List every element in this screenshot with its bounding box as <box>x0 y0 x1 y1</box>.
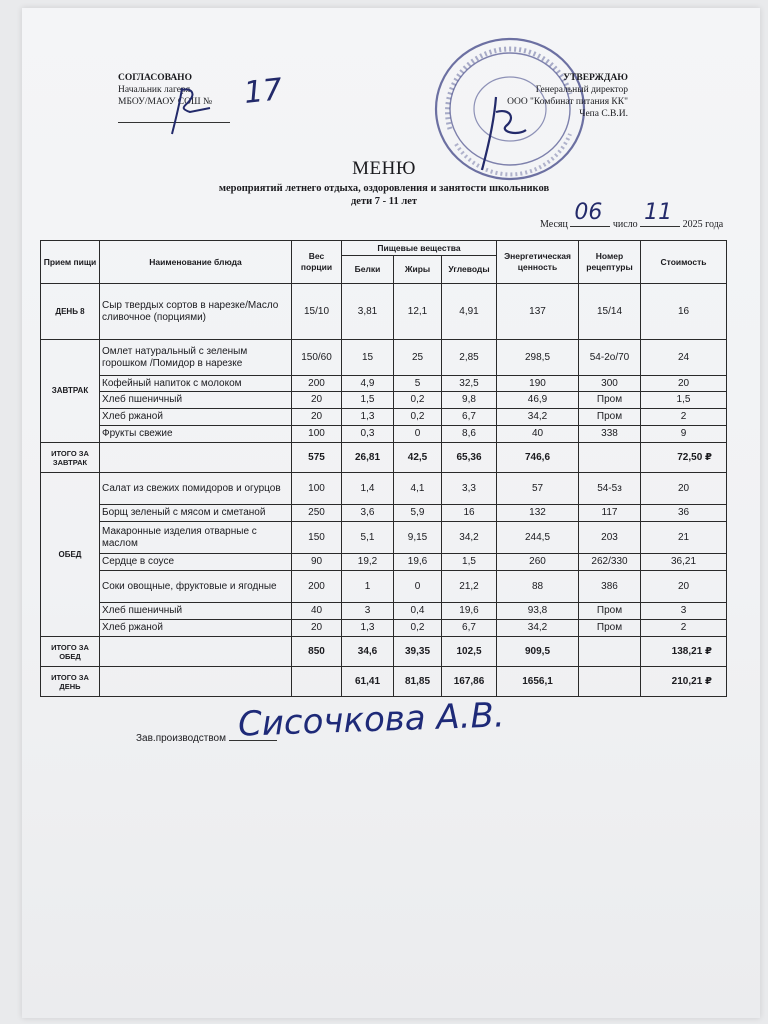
energy-cell: 34,2 <box>497 620 579 637</box>
recipe-cell: Пром <box>579 409 641 426</box>
weight-cell: 200 <box>292 571 342 603</box>
lunch-total-row <box>41 637 727 667</box>
protein-cell: 1,5 <box>342 392 394 409</box>
protein-cell: 0,3 <box>342 426 394 443</box>
energy-cell: 88 <box>497 571 579 603</box>
fat-cell: 0,4 <box>394 603 442 620</box>
fat-cell: 5 <box>394 376 442 392</box>
carbs-cell: 6,7 <box>442 409 497 426</box>
fat-cell: 42,5 <box>394 443 442 473</box>
energy-cell: 1656,1 <box>497 667 579 697</box>
fat-cell: 0 <box>394 571 442 603</box>
header-meal: Прием пищи <box>41 241 100 284</box>
cost-cell: 2 <box>641 620 727 637</box>
approval-right-position: Генеральный директор <box>535 85 628 95</box>
date-line <box>540 200 724 230</box>
day-total-row <box>41 667 727 697</box>
month-field <box>570 200 610 227</box>
header-fat: Жиры <box>394 256 442 284</box>
carbs-cell: 1,5 <box>442 554 497 571</box>
weight-cell: 850 <box>292 637 342 667</box>
weight-cell <box>292 667 342 697</box>
table-row <box>41 426 727 443</box>
protein-cell: 15 <box>342 340 394 376</box>
header-protein: Белки <box>342 256 394 284</box>
total-label: ИТОГО ЗА ДЕНЬ <box>41 667 100 697</box>
carbs-cell: 102,5 <box>442 637 497 667</box>
cost-cell: 20 <box>641 376 727 392</box>
cost-cell: 210,21 ₽ <box>641 667 727 697</box>
subtitle-line-2: дети 7 - 11 лет <box>350 196 418 207</box>
protein-cell: 4,9 <box>342 376 394 392</box>
dish-cell <box>100 667 292 697</box>
recipe-cell: Пром <box>579 392 641 409</box>
fat-cell: 0,2 <box>394 392 442 409</box>
energy-cell: 34,2 <box>497 409 579 426</box>
fat-cell: 39,35 <box>394 637 442 667</box>
energy-cell: 746,6 <box>497 443 579 473</box>
protein-cell: 61,41 <box>342 667 394 697</box>
table-row <box>41 505 727 522</box>
cost-cell: 138,21 ₽ <box>641 637 727 667</box>
dish-cell: Фрукты свежие <box>100 426 292 443</box>
footer-label: Зав.производством <box>136 733 226 744</box>
year-text: 2025 года <box>682 219 724 230</box>
carbs-cell: 21,2 <box>442 571 497 603</box>
recipe-cell <box>579 667 641 697</box>
weight-cell: 575 <box>292 443 342 473</box>
day-label-cell: ДЕНЬ 8 <box>41 284 100 340</box>
cost-cell: 16 <box>641 284 727 340</box>
breakfast-total-row <box>41 443 727 473</box>
fat-cell: 0 <box>394 426 442 443</box>
cost-cell: 20 <box>641 571 727 603</box>
carbs-cell: 32,5 <box>442 376 497 392</box>
approval-right-name: Чепа С.В.И. <box>579 109 628 119</box>
header-cost: Стоимость <box>641 241 727 284</box>
weight-cell: 20 <box>292 392 342 409</box>
dish-cell: Хлеб пшеничный <box>100 603 292 620</box>
total-label: ИТОГО ЗА ЗАВТРАК <box>41 443 100 473</box>
protein-cell: 1 <box>342 571 394 603</box>
dish-cell: Сердце в соусе <box>100 554 292 571</box>
carbs-cell: 8,6 <box>442 426 497 443</box>
weight-cell: 150/60 <box>292 340 342 376</box>
header-weight: Вес порции <box>292 241 342 284</box>
table-row <box>41 284 727 340</box>
energy-cell: 137 <box>497 284 579 340</box>
fat-cell: 4,1 <box>394 473 442 505</box>
protein-cell: 26,81 <box>342 443 394 473</box>
page-title: МЕНЮ <box>352 158 416 179</box>
energy-cell: 909,5 <box>497 637 579 667</box>
cost-cell: 1,5 <box>641 392 727 409</box>
table-row <box>41 376 727 392</box>
header-recipe: Номер рецептуры <box>579 241 641 284</box>
dish-cell <box>100 637 292 667</box>
fat-cell: 5,9 <box>394 505 442 522</box>
carbs-cell: 34,2 <box>442 522 497 554</box>
footer-handwritten-signature: Сисочкова А.В. <box>237 695 506 745</box>
cost-cell: 2 <box>641 409 727 426</box>
energy-cell: 190 <box>497 376 579 392</box>
carbs-cell: 65,36 <box>442 443 497 473</box>
recipe-cell <box>579 443 641 473</box>
cost-cell: 36,21 <box>641 554 727 571</box>
day-field <box>640 200 680 227</box>
dish-cell: Борщ зеленый с мясом и сметаной <box>100 505 292 522</box>
carbs-cell: 4,91 <box>442 284 497 340</box>
cost-cell: 72,50 ₽ <box>641 443 727 473</box>
fat-cell: 0,2 <box>394 620 442 637</box>
total-label: ИТОГО ЗА ОБЕД <box>41 637 100 667</box>
protein-cell: 1,3 <box>342 409 394 426</box>
approval-left-position: Начальник лагеря <box>118 85 191 95</box>
dish-cell: Салат из свежих помидоров и огурцов <box>100 473 292 505</box>
energy-cell: 132 <box>497 505 579 522</box>
recipe-cell: Пром <box>579 620 641 637</box>
month-label: Месяц <box>540 219 568 230</box>
recipe-cell: 262/330 <box>579 554 641 571</box>
energy-cell: 93,8 <box>497 603 579 620</box>
fat-cell: 9,15 <box>394 522 442 554</box>
table-row <box>41 522 727 554</box>
dish-cell: Омлет натуральный с зеленым горошком /Помидор в нарезке <box>100 340 292 376</box>
left-signature-icon <box>160 78 220 138</box>
cost-cell: 20 <box>641 473 727 505</box>
fat-cell: 25 <box>394 340 442 376</box>
energy-cell: 244,5 <box>497 522 579 554</box>
weight-cell: 15/10 <box>292 284 342 340</box>
cost-cell: 36 <box>641 505 727 522</box>
header-nutrients: Пищевые вещества <box>342 241 497 256</box>
weight-cell: 150 <box>292 522 342 554</box>
dish-cell: Сыр твердых сортов в нарезке/Масло сливочное (порциями) <box>100 284 292 340</box>
carbs-cell: 2,85 <box>442 340 497 376</box>
header-dish: Наименование блюда <box>100 241 292 284</box>
weight-cell: 250 <box>292 505 342 522</box>
recipe-cell: 338 <box>579 426 641 443</box>
protein-cell: 3 <box>342 603 394 620</box>
recipe-cell: 54-2о/70 <box>579 340 641 376</box>
cost-cell: 3 <box>641 603 727 620</box>
carbs-cell: 167,86 <box>442 667 497 697</box>
protein-cell: 3,6 <box>342 505 394 522</box>
weight-cell: 100 <box>292 426 342 443</box>
handwritten-school-number: 17 <box>242 72 284 111</box>
dish-cell: Макаронные изделия отварные с маслом <box>100 522 292 554</box>
weight-cell: 20 <box>292 409 342 426</box>
table-row <box>41 392 727 409</box>
weight-cell: 200 <box>292 376 342 392</box>
dish-cell: Кофейный напиток с молоком <box>100 376 292 392</box>
breakfast-label: ЗАВТРАК <box>41 340 100 443</box>
dish-cell <box>100 443 292 473</box>
month-value: 06 <box>574 200 603 225</box>
dish-cell: Хлеб ржаной <box>100 409 292 426</box>
fat-cell: 0,2 <box>394 409 442 426</box>
table-row <box>41 603 727 620</box>
recipe-cell: 15/14 <box>579 284 641 340</box>
recipe-cell: Пром <box>579 603 641 620</box>
cost-cell: 24 <box>641 340 727 376</box>
dish-cell: Хлеб пшеничный <box>100 392 292 409</box>
approval-right-company: ООО "Комбинат питания КК" <box>507 97 628 107</box>
approval-left-title: СОГЛАСОВАНО <box>118 73 192 83</box>
fat-cell: 19,6 <box>394 554 442 571</box>
weight-cell: 100 <box>292 473 342 505</box>
weight-cell: 20 <box>292 620 342 637</box>
menu-table <box>40 240 727 697</box>
recipe-cell: 54-5з <box>579 473 641 505</box>
cost-cell: 21 <box>641 522 727 554</box>
header-energy: Энергетическая ценность <box>497 241 579 284</box>
protein-cell: 5,1 <box>342 522 394 554</box>
protein-cell: 34,6 <box>342 637 394 667</box>
weight-cell: 90 <box>292 554 342 571</box>
table-row <box>41 620 727 637</box>
table-row <box>41 473 727 505</box>
day-label: число <box>612 219 638 230</box>
day-value: 11 <box>644 200 673 225</box>
energy-cell: 46,9 <box>497 392 579 409</box>
recipe-cell: 386 <box>579 571 641 603</box>
carbs-cell: 6,7 <box>442 620 497 637</box>
table-row <box>41 571 727 603</box>
protein-cell: 3,81 <box>342 284 394 340</box>
carbs-cell: 9,8 <box>442 392 497 409</box>
subtitle-line-1: мероприятий летнего отдыха, оздоровления и занятости школьников <box>218 183 550 194</box>
recipe-cell: 300 <box>579 376 641 392</box>
approval-right-title: УТВЕРЖДАЮ <box>563 73 628 83</box>
energy-cell: 260 <box>497 554 579 571</box>
approval-left-school: МБОУ/МАОУ СОШ № <box>118 97 213 107</box>
fat-cell: 12,1 <box>394 284 442 340</box>
carbs-cell: 3,3 <box>442 473 497 505</box>
dish-cell: Соки овощные, фруктовые и ягодные <box>100 571 292 603</box>
table-row <box>41 409 727 426</box>
dish-cell: Хлеб ржаной <box>100 620 292 637</box>
recipe-cell: 203 <box>579 522 641 554</box>
protein-cell: 19,2 <box>342 554 394 571</box>
recipe-cell <box>579 637 641 667</box>
table-row <box>41 340 727 376</box>
energy-cell: 298,5 <box>497 340 579 376</box>
energy-cell: 40 <box>497 426 579 443</box>
energy-cell: 57 <box>497 473 579 505</box>
protein-cell: 1,4 <box>342 473 394 505</box>
carbs-cell: 19,6 <box>442 603 497 620</box>
table-row <box>41 554 727 571</box>
weight-cell: 40 <box>292 603 342 620</box>
header-carbs: Углеводы <box>442 256 497 284</box>
lunch-label: ОБЕД <box>41 473 100 637</box>
recipe-cell: 117 <box>579 505 641 522</box>
cost-cell: 9 <box>641 426 727 443</box>
fat-cell: 81,85 <box>394 667 442 697</box>
protein-cell: 1,3 <box>342 620 394 637</box>
carbs-cell: 16 <box>442 505 497 522</box>
